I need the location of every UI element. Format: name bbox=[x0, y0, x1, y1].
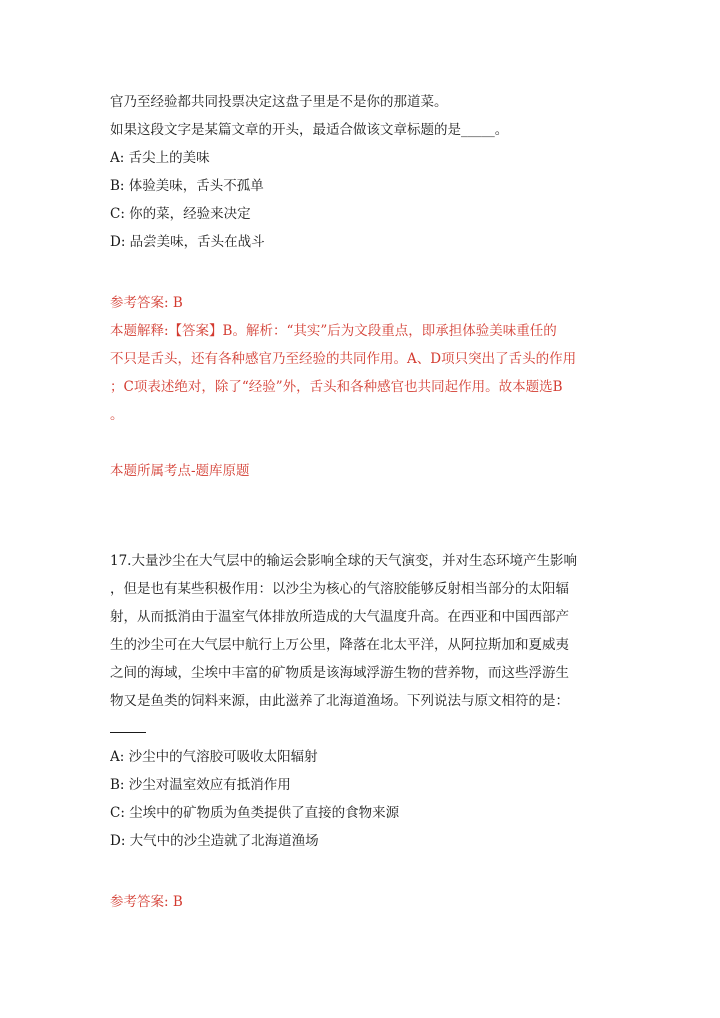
document-page bbox=[110, 88, 615, 916]
answer-label: 参考答案: B bbox=[110, 295, 183, 311]
question-text-line: 17.大量沙尘在大气层中的输运会影响全球的天气演变，并对生态环境产生影响 bbox=[110, 553, 577, 569]
question-text-line: 物又是鱼类的饲料来源，由此滋养了北海道渔场。下列说法与原文相符的是： bbox=[110, 693, 569, 709]
question-16-options bbox=[110, 144, 615, 256]
option-c: C: 尘埃中的矿物质为鱼类提供了直接的食物来源 bbox=[110, 805, 400, 821]
question-16-text bbox=[110, 88, 615, 144]
option-b: B: 沙尘对温室效应有抵消作用 bbox=[110, 777, 291, 793]
option-b: B: 体验美味，舌头不孤单 bbox=[110, 178, 264, 194]
option-a: A: 沙尘中的气溶胶可吸收太阳辐射 bbox=[110, 749, 318, 765]
question-text-line: 之间的海域，尘埃中丰富的矿物质是该海域浮游生物的营养物，而这些浮游生 bbox=[110, 665, 569, 681]
option-d: D: 大气中的沙尘造就了北海道渔场 bbox=[110, 833, 319, 849]
explanation-line: ；C项表述绝对，除了“经验”外，舌头和各种感官也共同起作用。故本题选B bbox=[110, 379, 563, 395]
option-d: D: 品尝美味，舌头在战斗 bbox=[110, 234, 265, 250]
option-c: C: 你的菜，经验来决定 bbox=[110, 206, 251, 222]
question-17-text bbox=[110, 547, 615, 715]
question-17-options bbox=[110, 743, 615, 855]
option-a: A: 舌尖上的美味 bbox=[110, 150, 210, 166]
explanation-line: 本题解释:【答案】B。解析：“其实”后为文段重点，即承担体验美味重任的 bbox=[110, 323, 557, 339]
question-text-line: ，但是也有某些积极作用：以沙尘为核心的气溶胶能够反射相当部分的太阳辐 bbox=[110, 581, 569, 597]
explanation-line: 不只是舌头，还有各种感官乃至经验的共同作用。A、D项只突出了舌头的作用 bbox=[110, 351, 577, 367]
question-text-line: 如果这段文字是某篇文章的开头，最适合做该文章标题的是_____。 bbox=[110, 122, 509, 138]
explanation bbox=[110, 317, 615, 429]
answer-label: 参考答案: B bbox=[110, 894, 183, 910]
explanation-line: 。 bbox=[110, 407, 124, 423]
knowledge-point: 本题所属考点-题库原题 bbox=[110, 463, 250, 479]
question-text-line: 生的沙尘可在大气层中航行上万公里，降落在北太平洋，从阿拉斯加和夏威夷 bbox=[110, 637, 569, 653]
question-text-line: 官乃至经验都共同投票决定这盘子里是不是你的那道菜。 bbox=[110, 94, 448, 110]
question-text-line: 射，从而抵消由于温室气体排放所造成的大气温度升高。在西亚和中国西部产 bbox=[110, 609, 569, 625]
